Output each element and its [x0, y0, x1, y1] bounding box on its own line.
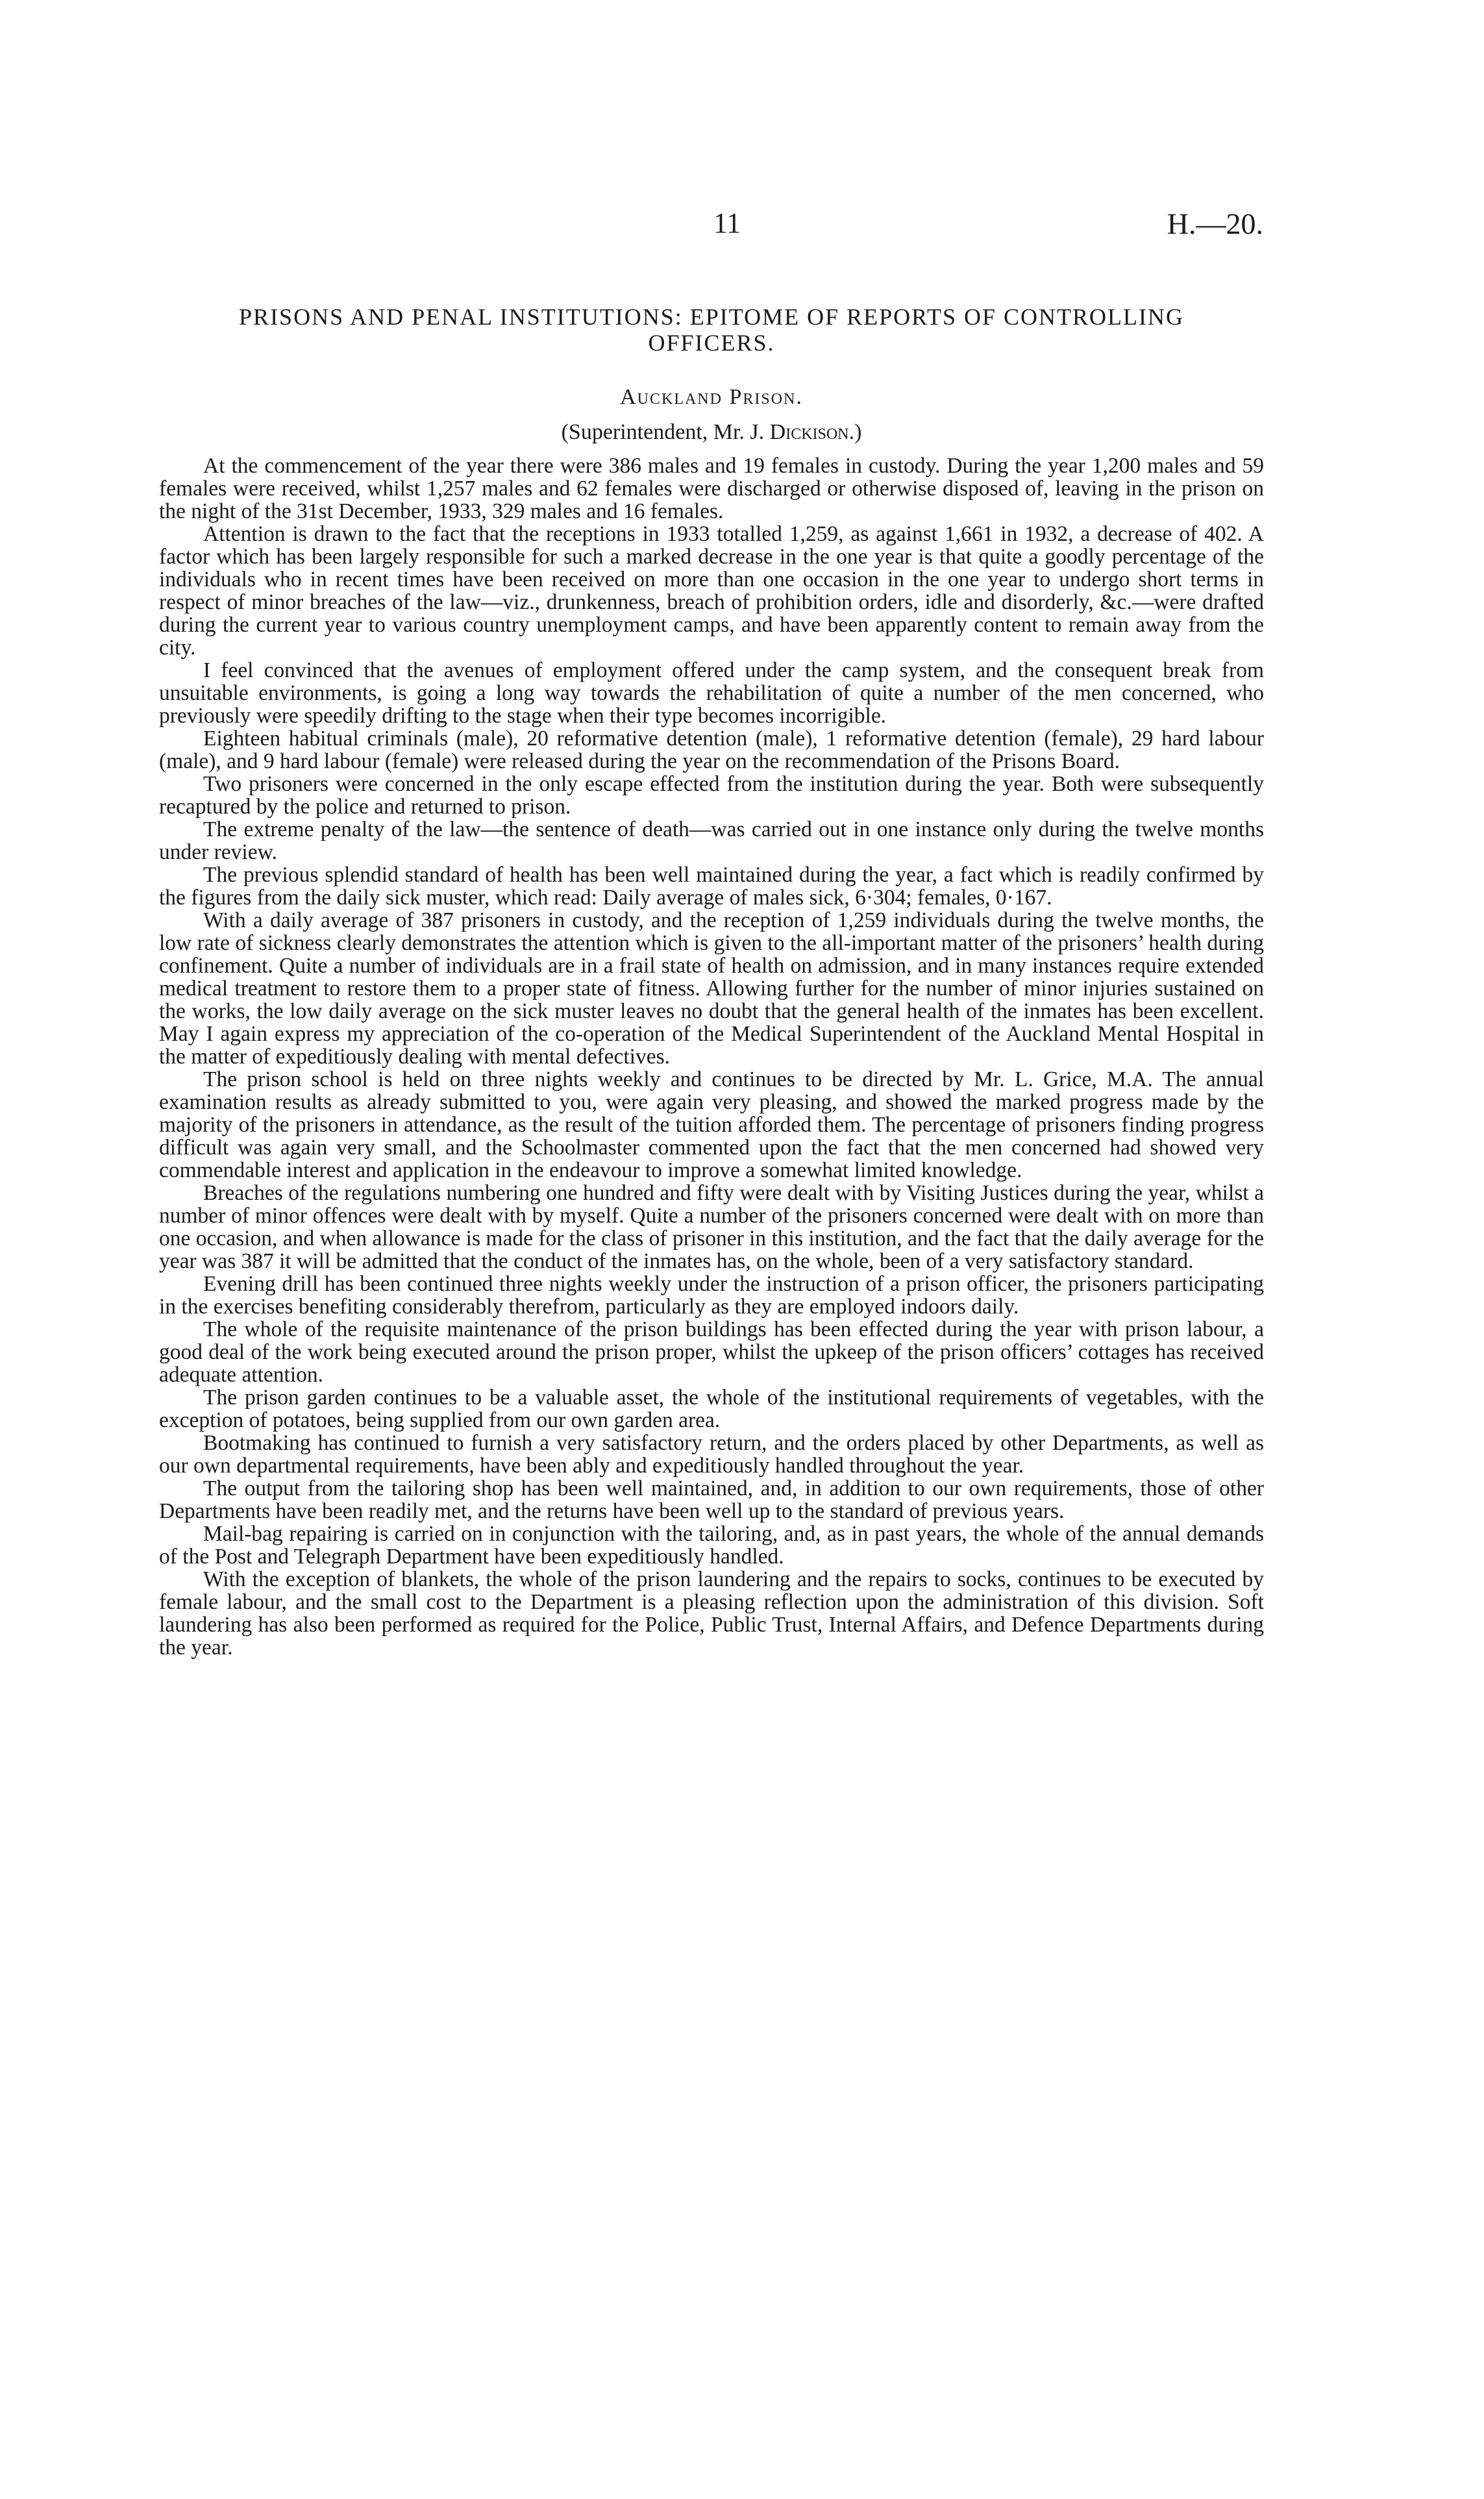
superintendent-line — [159, 419, 1264, 445]
page-content — [159, 304, 1264, 1659]
paragraph: Attention is drawn to the fact that the receptions in 1933 totalled 1,259, as against 1,661 in 1932, a decrease of 402. A factor which has been largely responsible for such a marked decrease in the one year is that quite a goodly percentage of the individuals who in recent times have been received on more than one occasion in the one year to undergo short terms in respect of minor breaches of the law—viz., drunkenness, breach of prohibition orders, idle and disorderly, &c.—were drafted during the current year to various country unemployment camps, and have been apparently content to remain away from the city. — [159, 522, 1264, 660]
paragraph: Mail-bag repairing is carried on in conjunction with the tailoring, and, as in past years, the whole of the annual demands of the Post and Telegraph Department have been expeditiously handled. — [159, 1522, 1264, 1569]
paragraph: Bootmaking has continued to furnish a very satisfactory return, and the orders placed by other Departments, as well as our own departmental requirements, have been ably and expeditiously handled throughout the year. — [159, 1431, 1264, 1478]
paragraph: Eighteen habitual criminals (male), 20 reformative detention (male), 1 reformative detention (female), 29 hard labour (male), and 9 hard labour (female) were released during the year on the recommendation of the Prisons Board. — [159, 727, 1264, 773]
main-title — [159, 304, 1264, 356]
paragraph: At the commencement of the year there were 386 males and 19 females in custody. During the year 1,200 males and 59 females were received, whilst 1,257 males and 62 females were discharged or otherwise disposed of, leaving in the prison on the night of the 31st December, 1933, 329 males and 16 females. — [159, 454, 1264, 523]
superintendent-suffix: .) — [848, 420, 862, 444]
section-title: Auckland Prison. — [620, 385, 803, 409]
main-title-line-1: PRISONS AND PENAL INSTITUTIONS: EPITOME OF REPORTS OF CONTROLLING — [239, 304, 1184, 330]
page-number: 11 — [713, 207, 741, 239]
paragraph: Two prisoners were concerned in the only escape effected from the institution during the year. Both were subsequently recaptured by the police and returned to prison. — [159, 772, 1264, 819]
superintendent-prefix: (Superintendent, Mr. J. — [561, 420, 770, 444]
paragraph: Breaches of the regulations numbering one hundred and fifty were dealt with by Visiting Justices during the year, whilst a number of minor offences were dealt with by myself. Quite a number of the prisoners concerned were dealt with on more than one occasion, and when allowance is made for the class of prisoner in this institution, and the fact that the daily average for the year was 387 it will be admitted that the conduct of the inmates has, on the whole, been of a very satisfactory standard. — [159, 1181, 1264, 1273]
report-body — [159, 454, 1264, 1659]
paragraph: Evening drill has been continued three nights weekly under the instruction of a prison officer, the prisoners participating in the exercises benefiting considerably therefrom, particularly as they are employed indoors daily. — [159, 1272, 1264, 1319]
paragraph: The whole of the requisite maintenance of the prison buildings has been effected during the year with prison labour, a good deal of the work being executed around the prison proper, whilst the upkeep of the prison officers’ cottages has received adequate attention. — [159, 1317, 1264, 1387]
paragraph: The extreme penalty of the law—the sentence of death—was carried out in one instance only during the twelve months under review. — [159, 817, 1264, 864]
paragraph: The previous splendid standard of health has been well maintained during the year, a fact which is readily confirmed by the figures from the daily sick muster, which read: Daily average of males sick, 6·304; females, 0·167. — [159, 863, 1264, 910]
superintendent-name: Dickison — [769, 420, 849, 444]
paragraph: I feel convinced that the avenues of employment offered under the camp system, and the consequent break from unsuitable environments, is going a long way towards the rehabilitation of quite a number of the men concerned, who previously were speedily drifting to the stage when their type becomes incorrigible. — [159, 658, 1264, 728]
paragraph: With the exception of blankets, the whole of the prison laundering and the repairs to socks, continues to be executed by female labour, and the small cost to the Department is a pleasing reflection upon the administration of this division. Soft laundering has also been performed as required for the Police, Public Trust, Internal Affairs, and Defence Departments during the year. — [159, 1567, 1264, 1660]
paragraph: The output from the tailoring shop has been well maintained, and, in addition to our own requirements, those of other Departments have been readily met, and the returns have been well up to the standard of previous years. — [159, 1476, 1264, 1523]
paragraph: With a daily average of 387 prisoners in custody, and the reception of 1,259 individuals during the twelve months, the low rate of sickness clearly demonstrates the attention which is given to the all-important matter of the prisoners’ health during confinement. Quite a number of individuals are in a frail state of health on admission, and in many instances require extended medical treatment to restore them to a proper state of fitness. Allowing further for the number of minor injuries sustained on the works, the low daily average on the sick muster leaves no doubt that the general health of the inmates has been excellent. May I again express my appreciation of the co-operation of the Medical Superintendent of the Auckland Mental Hospital in the matter of expeditiously dealing with mental defectives. — [159, 908, 1264, 1069]
document-reference: H.—20. — [1167, 207, 1263, 240]
paragraph: The prison school is held on three nights weekly and continues to be directed by Mr. L. Grice, M.A. The annual examination results as already submitted to you, were again very pleasing, and showed the marked progress made by the majority of the prisoners in attendance, as the result of the tuition afforded them. The percentage of prisoners finding progress difficult was again very small, and the Schoolmaster commented upon the fact that the men concerned had showed very commendable interest and application in the endeavour to improve a somewhat limited knowledge. — [159, 1067, 1264, 1182]
paragraph: The prison garden continues to be a valuable asset, the whole of the institutional requirements of vegetables, with the exception of potatoes, being supplied from our own garden area. — [159, 1386, 1264, 1432]
main-title-line-2: OFFICERS. — [648, 330, 775, 356]
